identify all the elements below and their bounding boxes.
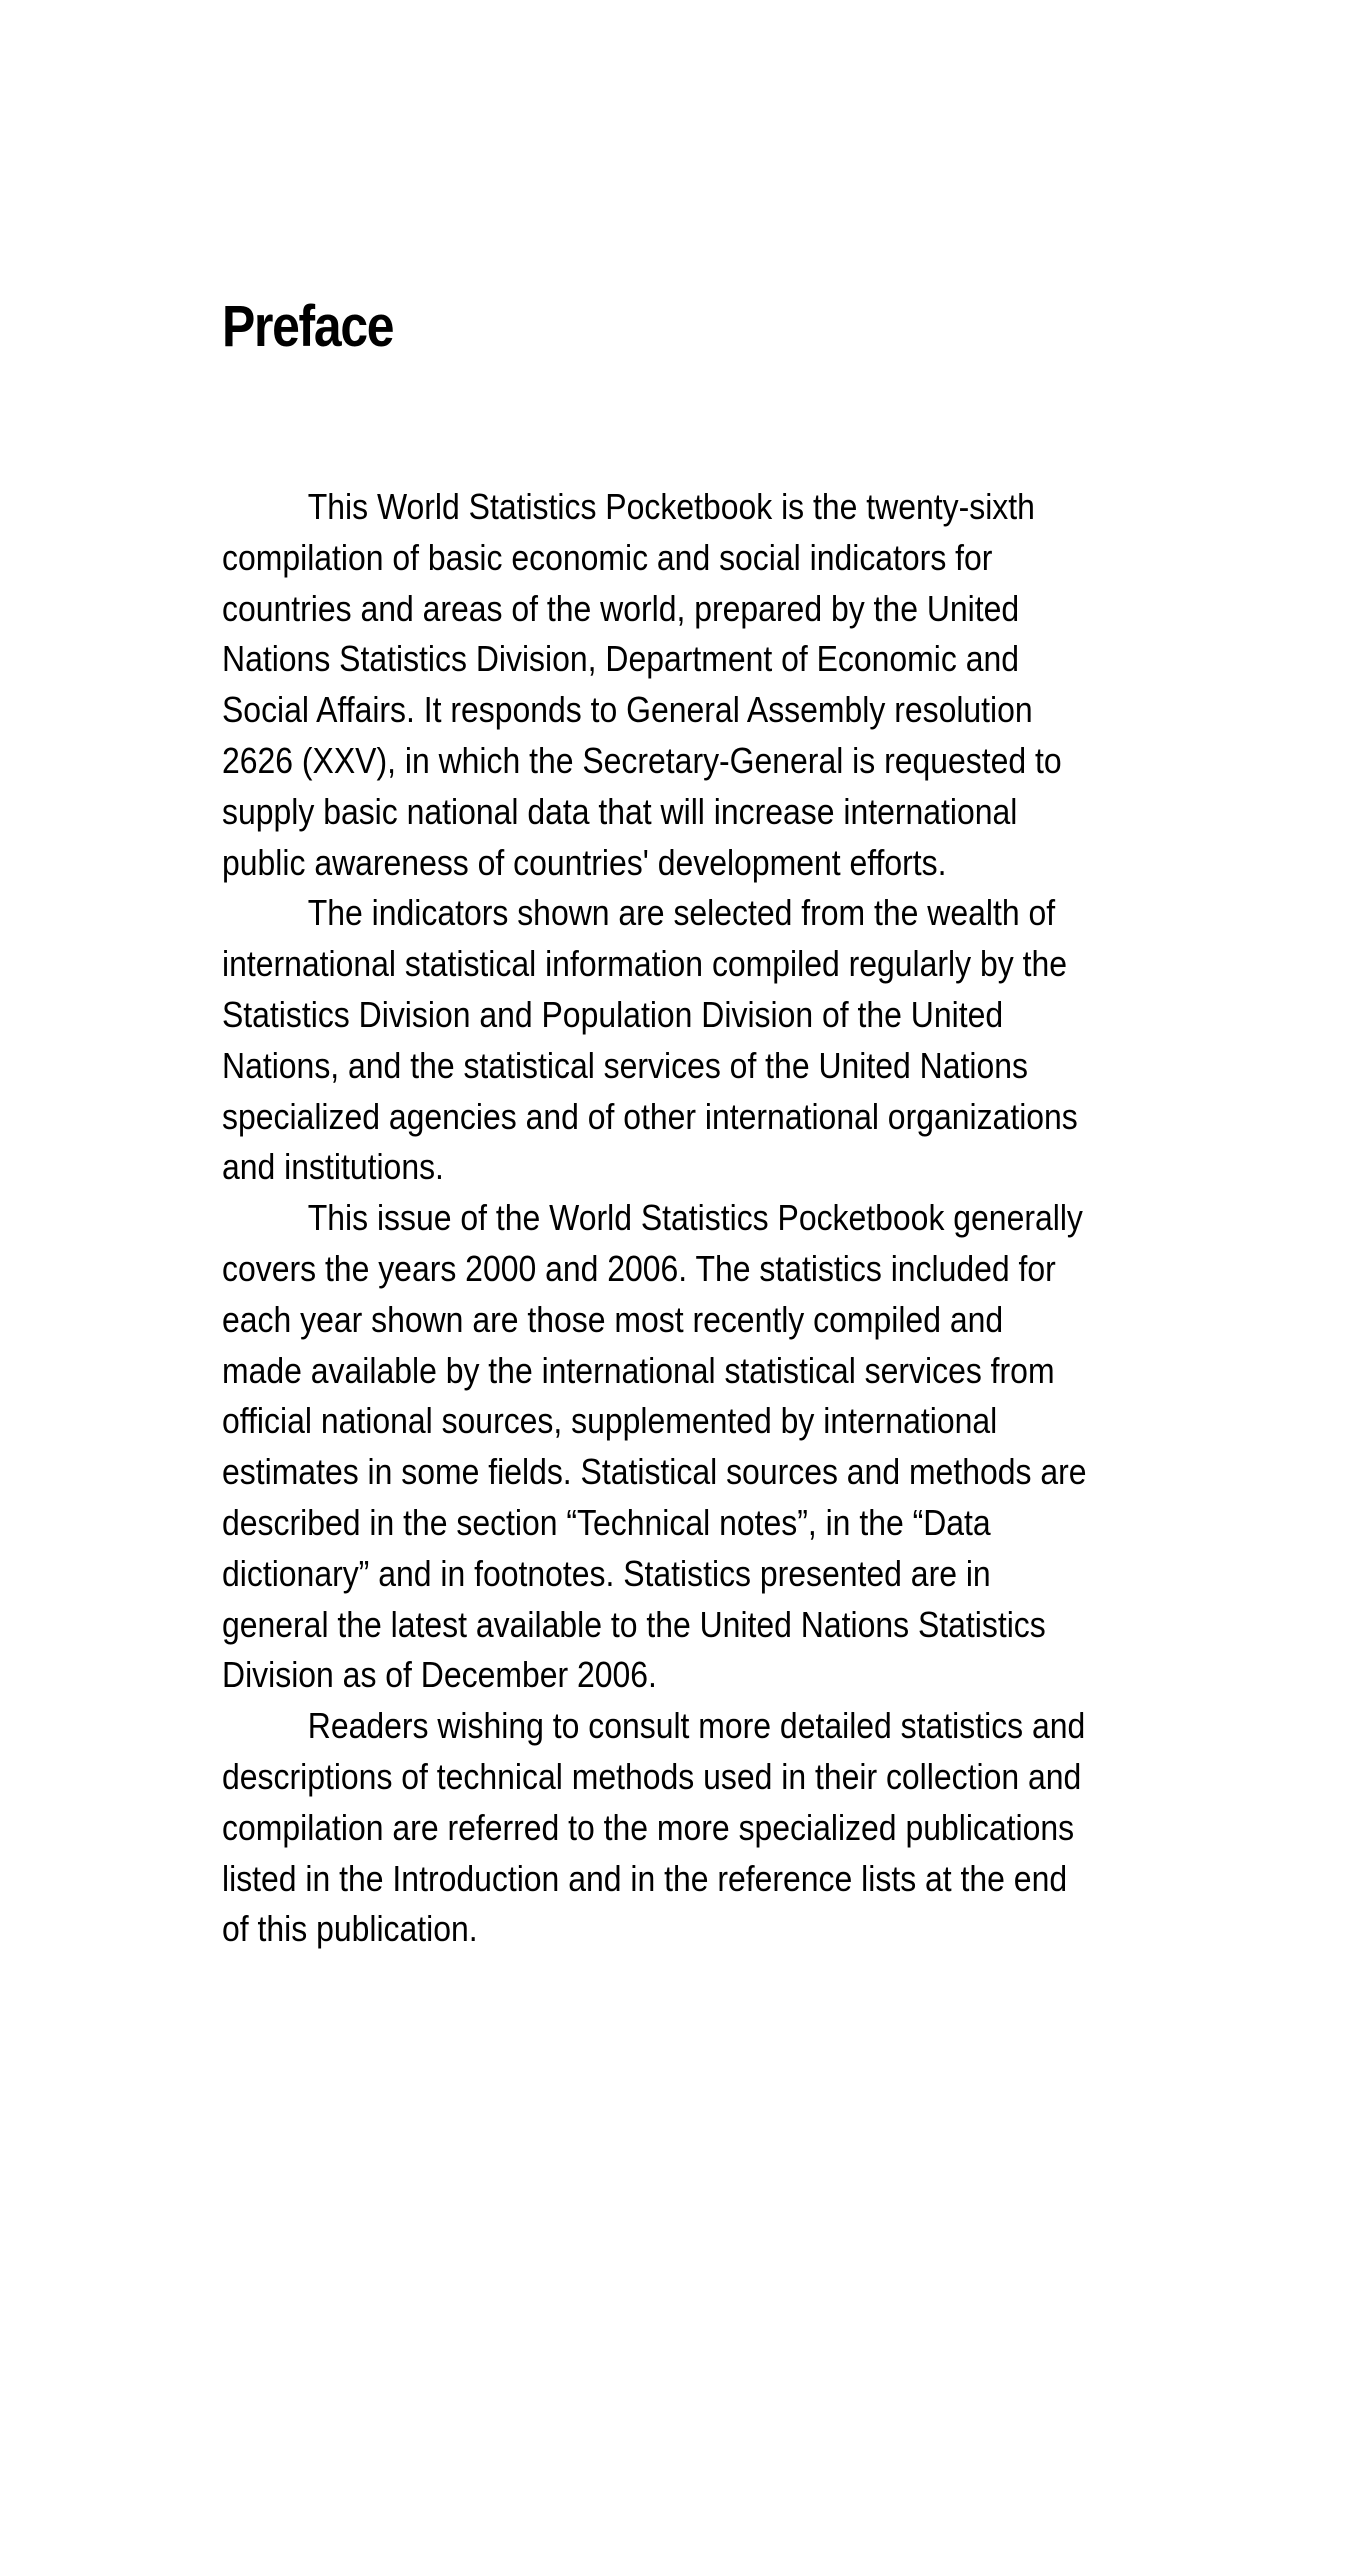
paragraph-intro: This World Statistics Pocketbook is the twenty-sixth compilation of basic economic and social indicators for countries and areas of the world, prepared by the United Nations Statistics Division, Department of Economic and Social Affairs. It responds to General Assembly resolution 2626 (XXV), in which the Secretary-General is requested to supply basic national data that will increase international public awareness of countries' development efforts. (222, 486, 1062, 883)
preface-body (222, 482, 1088, 1955)
paragraph-indicators: The indicators shown are selected from the wealth of international statistical information compiled regularly by the Statistics Division and Population Division of the United Nations, and the statistical services of the United Nations specialized agencies and of other international organizations and institutions. (222, 892, 1078, 1188)
paragraph-readers: Readers wishing to consult more detailed statistics and descriptions of technical methods used in their collection and compilation are referred to the more specialized publications listed in the Introduction and in the reference lists at the end of this publication. (222, 1705, 1086, 1950)
page-title: Preface (222, 294, 394, 359)
paragraph-coverage: This issue of the World Statistics Pocketbook generally covers the years 2000 and 2006. The statistics included for each year shown are those most recently compiled and made available by the international statistical services from official national sources, supplemented by international estimates in some fields. Statistical sources and methods are described in the section “Technical notes”, in the “Data dictionary” and in footnotes. Statistics presented are in general the latest available to the United Nations Statistics Division as of December 2006. (222, 1197, 1087, 1696)
